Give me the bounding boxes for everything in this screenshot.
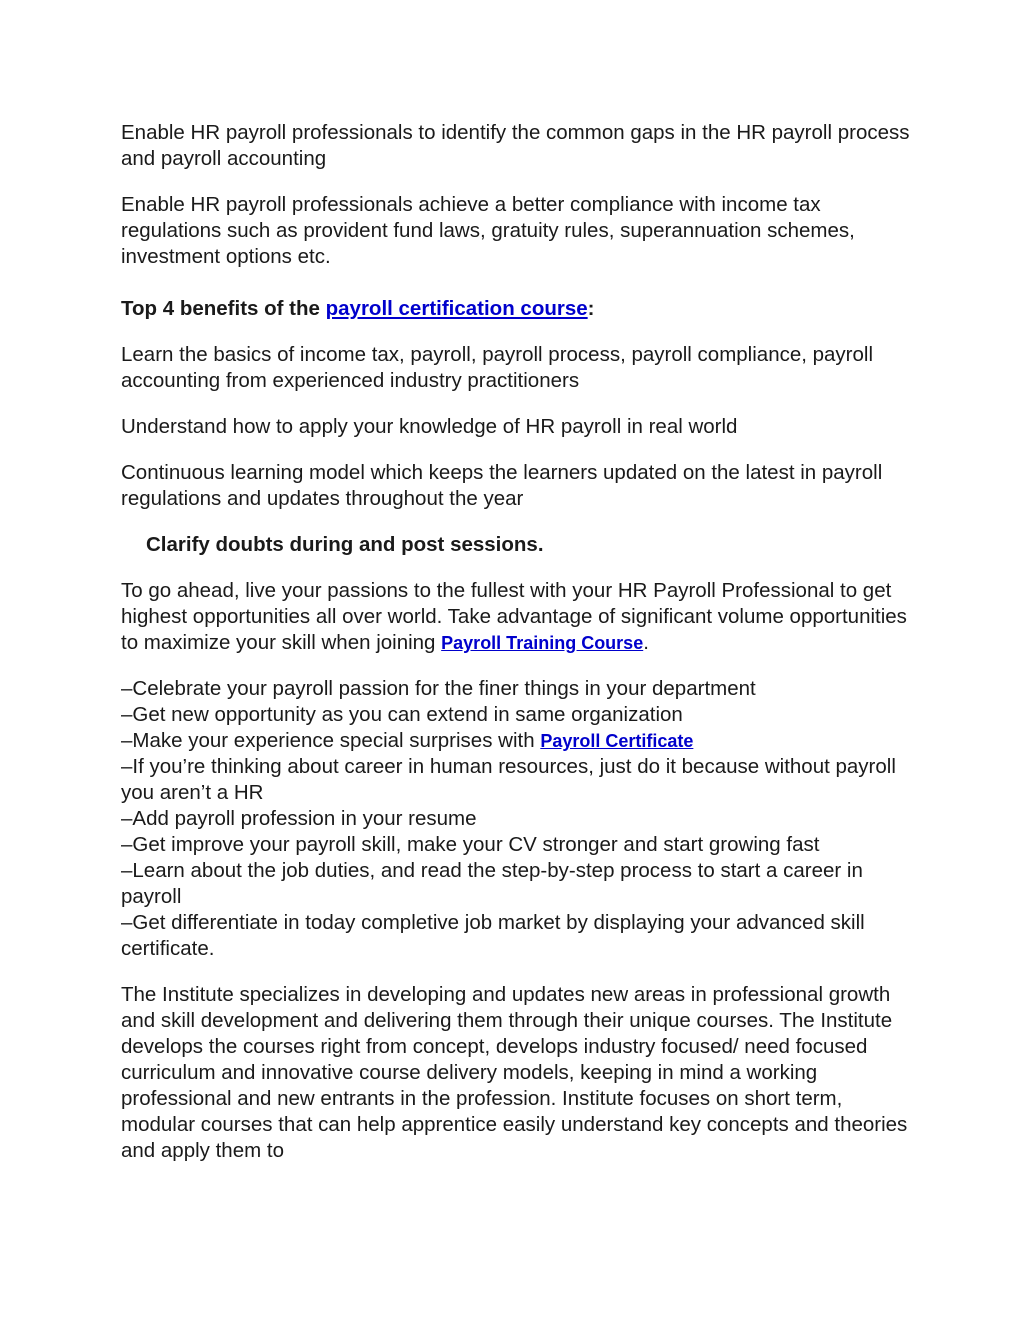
paragraph-go-ahead (121, 578, 921, 656)
benefits-heading-suffix: : (587, 297, 595, 320)
benefits-heading-prefix: Top 4 benefits of the (121, 297, 326, 320)
list-item: –Add payroll profession in your resume (121, 807, 477, 830)
go-ahead-suffix: . (643, 631, 649, 654)
payroll-training-course-link[interactable]: Payroll Training Course (441, 633, 644, 653)
list-item (121, 728, 921, 754)
benefits-dash-list (121, 676, 921, 962)
payroll-certification-course-link[interactable]: payroll certification course (325, 297, 588, 320)
document-page (121, 120, 921, 1184)
paragraph-identify-gaps: Enable HR payroll professionals to identify the common gaps in the HR payroll process and payroll accounting (121, 121, 910, 170)
list-item: –Get differentiate in today completive job market by displaying your advanced skill certificate. (121, 911, 865, 960)
benefits-heading (121, 296, 921, 322)
payroll-certificate-link[interactable]: Payroll Certificate (540, 731, 694, 751)
list-item: –Learn about the job duties, and read the step-by-step process to start a career in payroll (121, 859, 863, 908)
list-item: –Get new opportunity as you can extend in same organization (121, 703, 683, 726)
go-ahead-text: To go ahead, live your passions to the fullest with your HR Payroll Professional to get highest opportunities all over world. Take advantage of significant volume opportunities to maximize your skill when joining (121, 579, 907, 654)
clarify-doubts-heading: Clarify doubts during and post sessions. (146, 533, 544, 556)
list-item: –Get improve your payroll skill, make your CV stronger and start growing fast (121, 833, 820, 856)
list-item: –If you’re thinking about career in human resources, just do it because without payroll you aren’t a HR (121, 755, 896, 804)
list-item: –Celebrate your payroll passion for the finer things in your department (121, 677, 756, 700)
paragraph-compliance: Enable HR payroll professionals achieve a better compliance with income tax regulations such as provident fund laws, gratuity rules, superannuation schemes, investment options etc. (121, 193, 855, 268)
benefit-item-apply-knowledge: Understand how to apply your knowledge of HR payroll in real world (121, 415, 738, 438)
benefit-item-continuous-learning: Continuous learning model which keeps the learners updated on the latest in payroll regulations and updates throughout the year (121, 461, 883, 510)
benefit-item-basics: Learn the basics of income tax, payroll, payroll process, payroll compliance, payroll accounting from experienced industry practitioners (121, 343, 874, 392)
list-item-text: –Make your experience special surprises with (121, 729, 541, 752)
paragraph-institute: The Institute specializes in developing and updates new areas in professional growth and skill development and delivering them through their unique courses. The Institute develops the courses right from concept, develops industry focused/ need focused curriculum and innovative course delivery models, keeping in mind a working professional and new entrants in the profession. Institute focuses on short term, modular courses that can help apprentice easily understand key concepts and theories and apply them to (121, 983, 908, 1162)
